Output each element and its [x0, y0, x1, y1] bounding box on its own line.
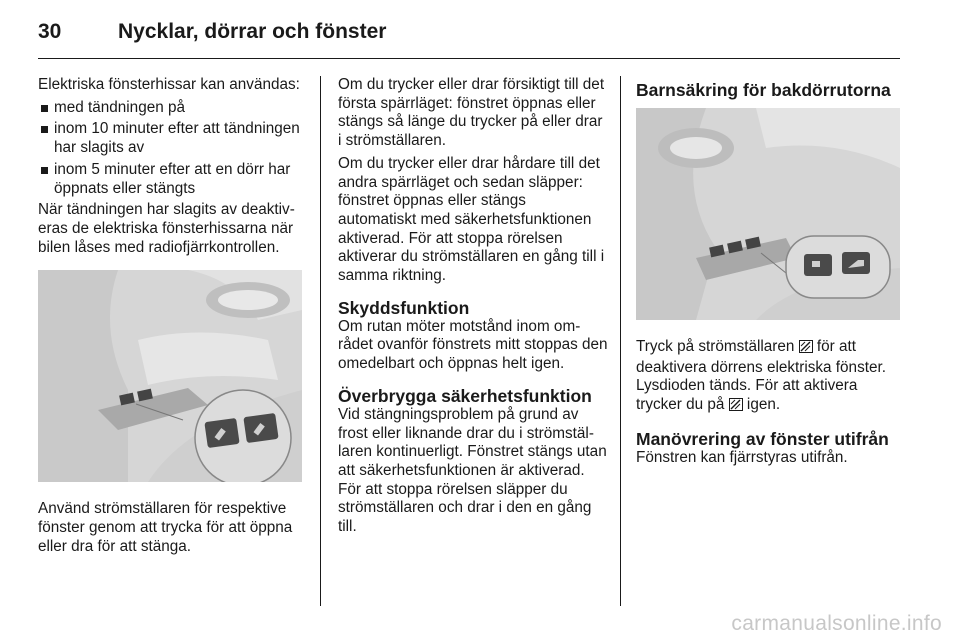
protection-heading: Skyddsfunktion [338, 297, 470, 318]
conditions-list [38, 99, 306, 199]
column-divider-1 [320, 76, 321, 606]
page-number: 30 [38, 20, 62, 43]
second-detent-text: Om du trycker eller drar hårdare till det andra spärrläget och sedan släpper: fönstret öppnas eller stängs automatiskt med säkerhetsfunktionen aktiverad. För att stoppa rörelsen aktiverar du strömställaren en gång till i samma riktning. [338, 154, 605, 285]
child-lock-switch-photo [636, 108, 900, 320]
watermark: carmanualsonline.info [731, 612, 942, 635]
page-title: Nycklar, dörrar och fönster [118, 20, 387, 43]
override-text: Vid stängningsproblem på grund av frost eller liknande drar du i strömställaren kontinuerligt. Fönstret stängs utan att säkerhetsfunktionen är aktiverad. För att stoppa rörelsen släpper du strömställaren och drar i den en gång till. [338, 405, 607, 536]
list-item: inom 10 minuter efter att tändningen har slagits av [38, 120, 306, 157]
child-lock-heading: Barnsäkring för bakdörrutorna [636, 80, 891, 100]
protection-text: Om rutan möter motstånd inom området ovanför fönstrets mitt stoppas den omedelbart och öppnas helt igen. [338, 317, 608, 373]
column-1 [38, 76, 306, 560]
child-lock-text-mid: för att deaktivera dörrens elektriska fönster. Lysdioden tänds. För att aktivera trycker du på [636, 338, 886, 414]
list-item: med tändningen på [38, 99, 306, 118]
remote-heading: Manövrering av fönster utifrån [636, 428, 889, 449]
override-heading: Överbrygga säkerhetsfunktion [338, 385, 592, 406]
remote-text: Fönstren kan fjärrstyras utifrån. [636, 448, 848, 466]
column-divider-2 [620, 76, 621, 606]
list-item: inom 5 minuter efter att en dörr har öppnats eller stängts [38, 161, 306, 198]
window-switch-photo [38, 270, 302, 482]
child-lock-text [636, 338, 904, 417]
child-lock-text-pre: Tryck på strömställaren [636, 338, 795, 355]
intro-text: Elektriska fönsterhissar kan användas: [38, 76, 300, 93]
column-3 [636, 76, 904, 472]
child-lock-window-icon [799, 340, 813, 359]
child-lock-window-icon [729, 398, 743, 417]
deactivation-text: När tändningen har slagits av deaktiveras de elektriska fönsterhissarna när bilen låses med radiofjärrkontrollen. [38, 201, 295, 256]
first-detent-text: Om du trycker eller drar försiktigt till det första spärrläget: fönstret öppnas eller stängs så länge du trycker på eller drar i strömställaren. [338, 76, 605, 150]
child-lock-text-post: igen. [746, 396, 781, 414]
page-header [38, 18, 900, 59]
column-2 [338, 76, 608, 541]
usage-text: Använd strömställaren för respektive fönster genom att trycka för att öppna eller dra för att stänga. [38, 500, 293, 555]
